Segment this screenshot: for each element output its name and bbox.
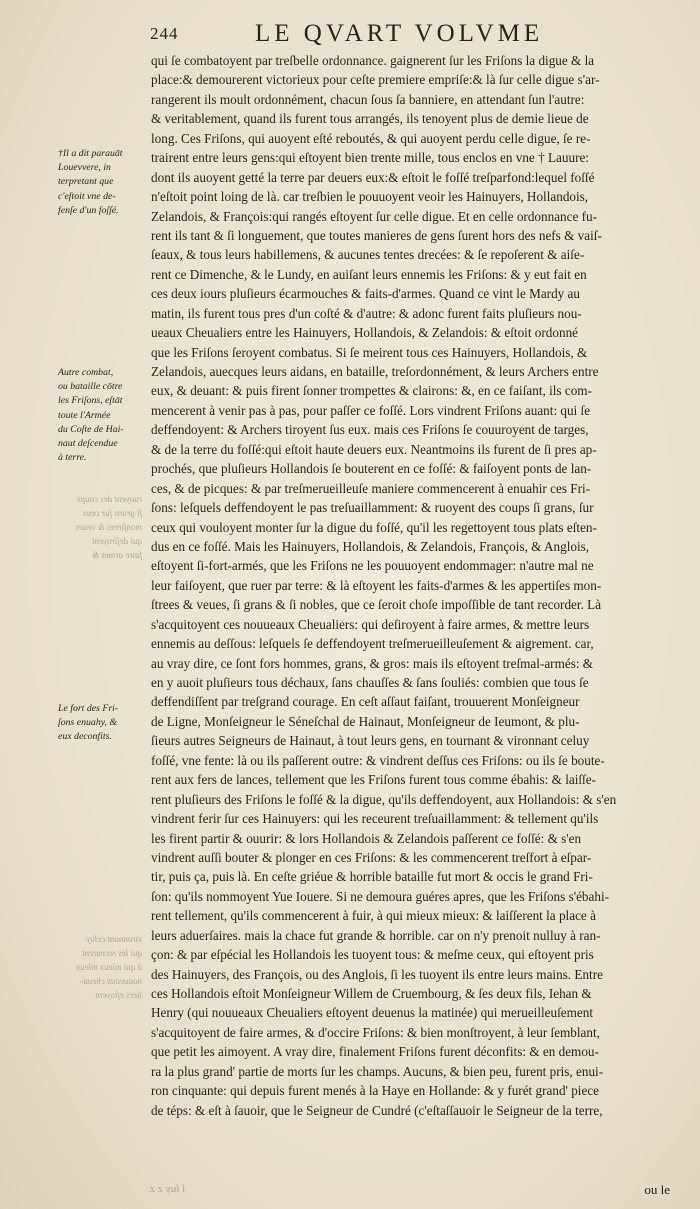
text-line: deffendoyent: & Archers tiroyent ſus eux. mais ces Friſons ſe couuroyent de targes, [151, 422, 589, 438]
text-line: ueaux Cheualiers entre les Hainuyers, Hollandois, & Zelandois: & eſtoit ordonné [151, 325, 579, 341]
margin-note-line: c'eſtoit vne de- [58, 190, 116, 202]
bleed-through-line: qui deſiroyent [92, 536, 142, 546]
text-line: leur faiſoyent, que ruer par terre: & là eſtoyent les faits-d'armes & les appertiſes mon- [151, 577, 602, 593]
text-line: foſſé, vne fente: là ou ils paſſerent outre: & vindrent deſſus ces Friſons: ou ils ſe boute- [151, 752, 605, 768]
text-line: Henry (qui nouueaux Cheualiers eſtoyent deuenus la matinée) qui merueilleuſement [151, 1005, 594, 1021]
text-line: deffendiſſent par treſgrand courage. En ceſt aſſaut faiſant, trouuerent Monſeigneur [151, 694, 580, 710]
margin-note-line: à terre. [58, 452, 87, 464]
text-line: dus en ce foſſé. Mais les Hainuyers, Hollandois, & Zelandois, François, & Anglois, [151, 538, 590, 554]
margin-note-line: terpretant que [58, 176, 114, 188]
bleed-through-line: liers eſtoyent [95, 990, 142, 1000]
catchword: ou le [644, 1182, 670, 1197]
text-line: rent ce Dimenche, & le Lundy, en auiſant leurs ennemis les Friſons: & y eut fait en [151, 266, 587, 282]
margin-note-autre-combat [58, 366, 150, 465]
text-line: vindrent auſſi bouter & plonger en ces Friſons: & les commencerent treſfort à eſpar- [151, 849, 592, 865]
margin-note-line: toute l'Armée [58, 409, 111, 421]
bleed-through-line: à qui mieux mieux [76, 962, 142, 972]
text-line: eſtoyent ſi-fort-armés, que les Friſons ne les pouuoyent endommager: n'autre mal ne [151, 558, 594, 574]
bleed-through-line: nouueaux cheua- [80, 976, 142, 986]
text-line: Zelandois, auecques leurs aidans, en bataille, treſordonnément, & leurs Archers entre [151, 364, 599, 379]
margin-note-line: †Il a dit parauāt [58, 148, 123, 159]
text-line: s'acquitoyent de faire armes, & d'occire Friſons: & bien monſtroyent, à leur ſemblant, [151, 1024, 600, 1040]
text-line: ces Hollandois eſtoit Monſeigneur Willem de Cruembourg, & ſes deux fils, Iehan & [151, 986, 592, 1001]
text-line: ron cinquante: qui depuis furent menés à la Haye en Hollande: & y furét grand' piece [151, 1083, 600, 1099]
text-line: rent pluſieurs des Friſons le foſſé & la digue, qu'ils deffendoyent, aux Hollandois: & s'en [151, 791, 617, 807]
text-line: s'acquitoyent ces nouueaux Cheualiers: qui deſiroyent à faire armes, & mettre leurs [151, 616, 590, 632]
page-header [0, 20, 700, 54]
bleed-through-text-upper [58, 492, 142, 562]
bleed-through-line: monſtrees & veues [75, 522, 142, 532]
text-line: dont ils auoyent getté la terre par deuers eux:& eſtoit le foſſé treſparfond:lequel foſſé [151, 169, 595, 185]
text-line: long. Ces Friſons, qui auoyent eſté reboutés, & qui auoyent perdu celle digue, ſe re- [151, 130, 591, 146]
text-line: qui ſe combatoyent par treſbelle ordonnance. gaignerent ſur les Friſons la digue & la [151, 53, 595, 68]
text-line: rent aux fers de lances, tellement que les Friſons furent tous comme ébahis: & laiſſe- [151, 772, 596, 788]
text-line: n'eſtoit point loing de là. car treſbien le pouuoyent veoir les Hainuyers, Hollandois, [151, 189, 589, 205]
main-text-block [151, 51, 671, 1120]
margin-note-line: eux deconfits. [58, 731, 112, 743]
margin-note-line: Le fort des Fri- [58, 703, 119, 714]
text-line: & veritablement, quand ils furent tous arrangés, ils tenoyent plus de demie lieue de [151, 111, 589, 127]
text-line: rent ils tant & ſi longuement, que toutes manieres de gens ſurent hors des nefs & vaiſ- [151, 227, 602, 243]
text-line: ſtrees & veues, ſi grans & ſi nobles, que ce ſeroit choſe impoſſible de tant recorder. Là [151, 597, 602, 613]
margin-note-line: ou bataille cōtre [58, 381, 123, 393]
margin-note-line: Louevvere, in [58, 162, 111, 174]
bleed-through-text-lower [58, 932, 142, 1002]
text-line: ſons: leſquels deffendoyent le pas treſuaillamment: & ruoyent des coups ſi grans, ſur [151, 500, 594, 516]
text-line: ſieurs autres Seigneurs de Hainaut, à tout leurs gens, en tournant & vironnant celuy [151, 733, 590, 749]
text-line: de Ligne, Monſeigneur le Séneſchal de Hainaut, Monſeigneur de Ieumont, & plu- [151, 713, 580, 729]
page-number: 244 [150, 24, 179, 43]
margin-note-fort-frisons [58, 702, 150, 745]
text-line: prochés, que pluſieurs Hollandois ſe bouterent en ce foſſé: & faiſoyent ponts de lan- [151, 461, 592, 477]
text-line: en y auoit pluſieurs tous déchaux, ſans chauſſes & ſans ſouliés: combien que tous ſe [151, 675, 589, 690]
text-line: & de la terre du foſſé:qui eſtoit haute deuers eux. Neantmoins ils furent de ſi pres ap- [151, 441, 597, 457]
text-line: leurs aduerſaires. mais la chace fut grande & horrible. car on n'y prenoit nulluy à ran- [151, 927, 601, 943]
text-line: de téps: & eſt à ſauoir, que le Seigneur de Cundré (c'eſtaſſauoir le Seigneur de la terre, [151, 1102, 603, 1118]
text-line: matin, ils furent tous pres d'un coſté & d'autre: & adonc furent faits pluſieurs nou- [151, 305, 582, 321]
text-line: tir, puis ça, puis là. En ceſte griéue & horrible bataille fut mort & occis le grand Fri- [151, 869, 593, 885]
text-line: ennemis au deſſous: leſquels ſe deffendoyent treſmerueilleuſement & aigrement. car, [151, 636, 594, 652]
text-line: eux, & deuant: & puis firent ſonner trompettes & clairons: &, en ce faiſant, ils com- [151, 383, 592, 399]
text-line: ceux qui vouloyent monter ſur la digue du foſſé, qu'il les regettoyent tous plats eſten- [151, 519, 597, 535]
bleed-through-line: ſ ſuy z z [150, 1183, 186, 1195]
margin-note-line: ſons enuahy, & [58, 717, 118, 729]
text-line: Zelandois, & François:qui rangés eſtoyent ſur celle digue. Et en celle ordonnance fu- [151, 208, 598, 224]
text-line: au vray dire, ce ſont fors hommes, grans, & gros: mais ils eſtoyent treſmal-armés: & [151, 655, 594, 671]
text-line: mencerent à venir pas à pas, pour paſſer ce foſſé. Lors vindrent Friſons auant: qui ſe [151, 402, 591, 418]
text-line: trairent entre leurs gens:qui eſtoyent bien trente mille, tous enclos en vne † Lauure: [151, 150, 589, 166]
text-line: des Hainuyers, des François, ou des Anglois, ſi les tuoyent ils entre leurs mains. Entre [151, 966, 603, 982]
margin-note-line: naut deſcendue [58, 438, 118, 450]
text-line: rangerent ils moult ordonnément, chacun ſous ſa banniere, en attendant ſun l'autre: [151, 91, 585, 107]
text-line: ſeaux, & tous leurs habillemens, & aucunes tentes drecées: & ſe repoſerent & aiſe- [151, 247, 585, 263]
margin-note-line: les Friſons, eſtāt [58, 395, 123, 407]
text-line: ſon: qu'ils nommoyent Yue Iouere. Si ne demoura guéres apres, que les Friſons s'ébahi- [151, 888, 610, 904]
running-title: LE QVART VOLVME [255, 20, 544, 47]
text-line: çon: & par eſpécial les Hollandois les tuoyent tous: & meſme ceux, qui eſtoyent pris [151, 947, 594, 963]
text-line: que petit les aimoyent. A vray dire, finalement Friſons furent déconfits: & en demou- [151, 1044, 599, 1060]
margin-note-line: Autre combat, [58, 367, 114, 378]
text-line: que les Friſons ſeroyent combatus. Si ſe meirent tous ces Hainuyers, Hollandois, & [151, 344, 588, 360]
margin-note-lauure [58, 147, 150, 218]
margin-note-line: fenſe d'un foſſé. [58, 204, 119, 216]
text-line: les firent partir & ouurir: & lors Hollandois & Zelandois paſſerent ce foſſé: & s'en [151, 830, 582, 846]
text-line: ra la plus grand' partie de morts ſur les champs. Aucuns, & bien peu, furent pris, enui- [151, 1063, 604, 1079]
text-line: ces deux iours pluſieurs écarmouches & faits-d'armes. Quand ce vint le Mardy au [151, 286, 580, 302]
bleed-through-text-bottom [150, 1183, 185, 1195]
bleed-through-line: faire armes & [91, 550, 142, 560]
bleed-through-line: ruoyent des coups [77, 494, 142, 504]
bleed-through-line: vironnant celuy [86, 934, 142, 944]
text-line: rent tellement, qu'ils commencerent à fuir, à qui mieux mieux: & laiſſerent la place à [151, 908, 596, 924]
bleed-through-line: qui les receurent [82, 948, 142, 958]
text-line: vindrent ferir ſur ces Hainuyers: qui les receurent treſuaillamment: & tellement qu'ils [151, 811, 599, 827]
margin-note-line: du Coſte de Hai- [58, 423, 124, 435]
bleed-through-line: ſi grans ſur ceux [82, 508, 142, 518]
text-line: place:& demourerent victorieux pour ceſte premiere empriſe:& là ſur celle digue s'ar- [151, 72, 600, 88]
text-line: ces, & de picques: & par treſmerueilleuſe maniere commencerent à enuahir ces Fri- [151, 480, 591, 496]
